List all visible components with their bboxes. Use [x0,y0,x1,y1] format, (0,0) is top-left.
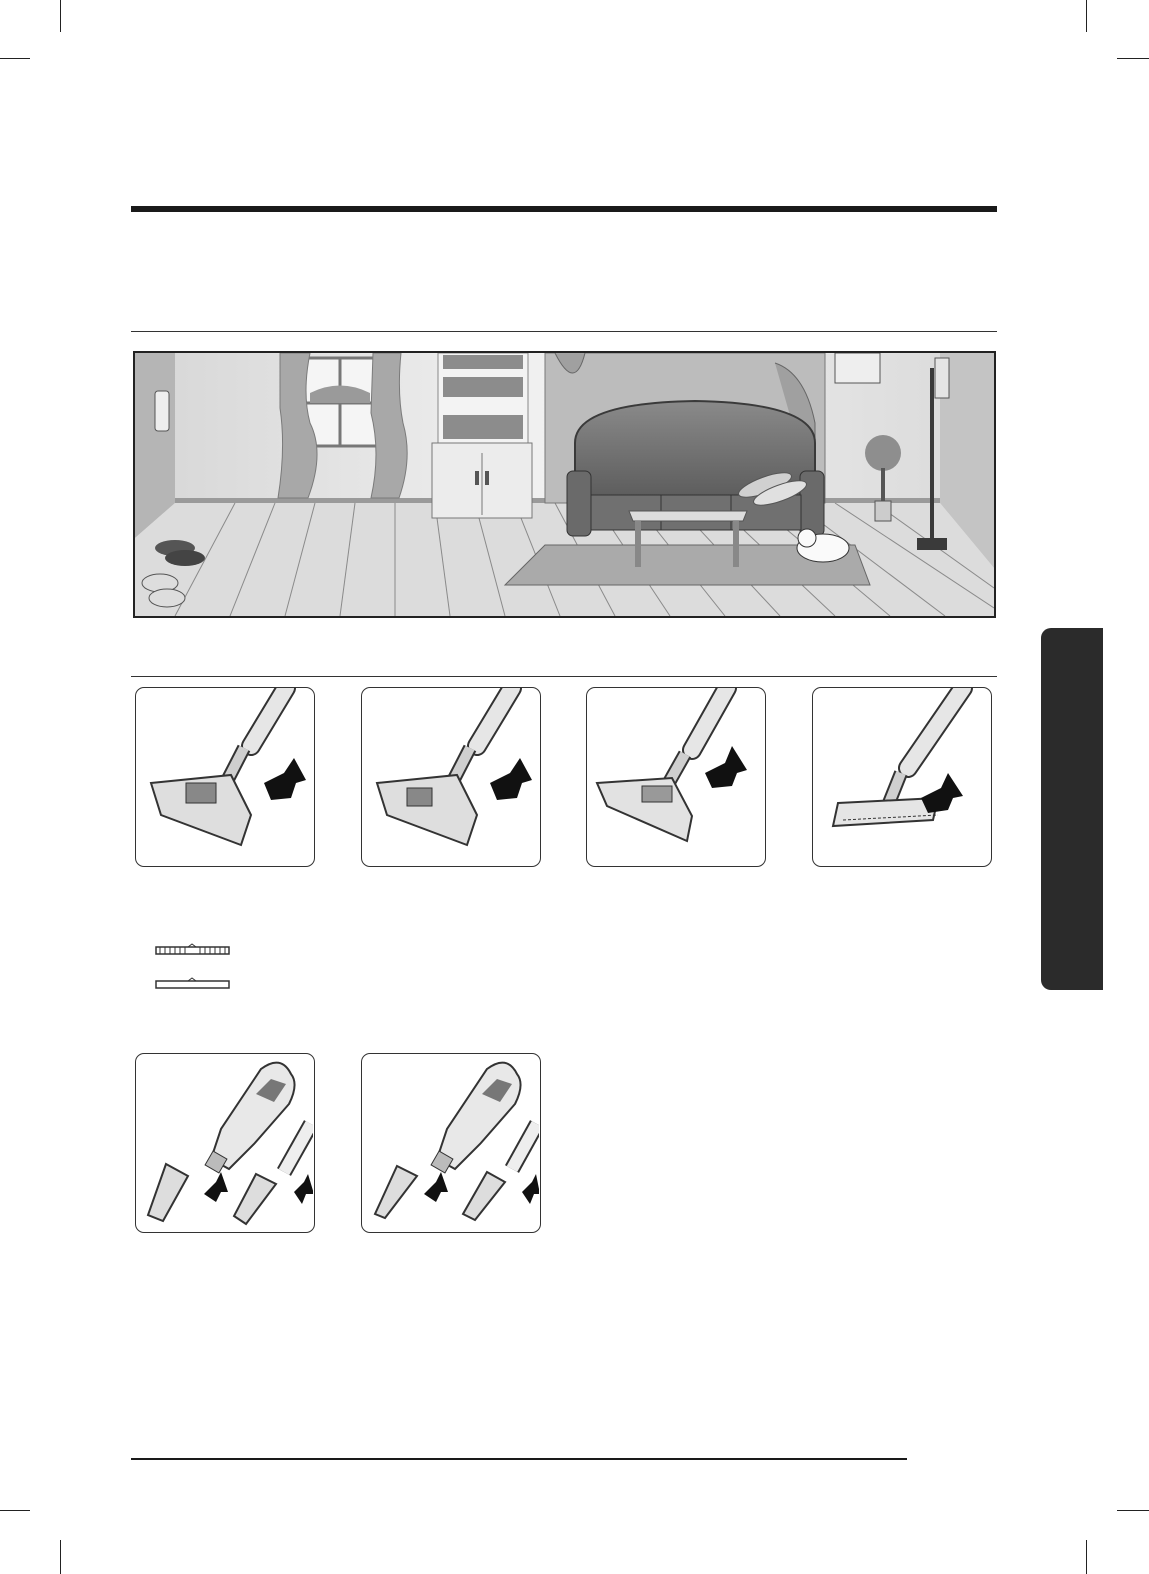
hard-floor-brush-attach-icon [813,688,990,865]
header-rule [131,206,997,212]
floor-tool-panel-1 [135,687,315,867]
floor-brush-attach-icon [136,688,313,865]
footer-rule [131,1458,907,1460]
floor-tool-panel-2 [361,687,541,867]
crop-mark-top-right-h [1117,58,1149,59]
crevice-tool-panel-1 [135,1053,315,1233]
crop-mark-top-left-v [60,0,61,32]
crop-mark-bottom-right-h [1117,1510,1149,1511]
crevice-tool-attach-icon [136,1054,313,1231]
living-room-icon [135,353,994,616]
crop-mark-bottom-right-v [1086,1540,1087,1574]
brush-bristle-icon [155,943,230,955]
crevice-tool-attach-icon [362,1054,539,1231]
floor-brush-attach-icon [362,688,539,865]
turbo-brush-attach-icon [587,688,764,865]
section-rule-middle [131,676,997,677]
crop-mark-bottom-left-h [0,1510,30,1511]
floor-tool-panel-3 [586,687,766,867]
living-room-illustration [133,351,996,618]
section-rule-top [131,331,997,332]
chapter-tab [1041,628,1103,990]
crop-mark-bottom-left-v [60,1540,61,1574]
crop-mark-top-right-v [1086,0,1087,32]
crop-mark-top-left-h [0,58,30,59]
crevice-tool-panel-2 [361,1053,541,1233]
brush-flat-icon [155,977,230,989]
floor-tool-panel-4 [812,687,992,867]
